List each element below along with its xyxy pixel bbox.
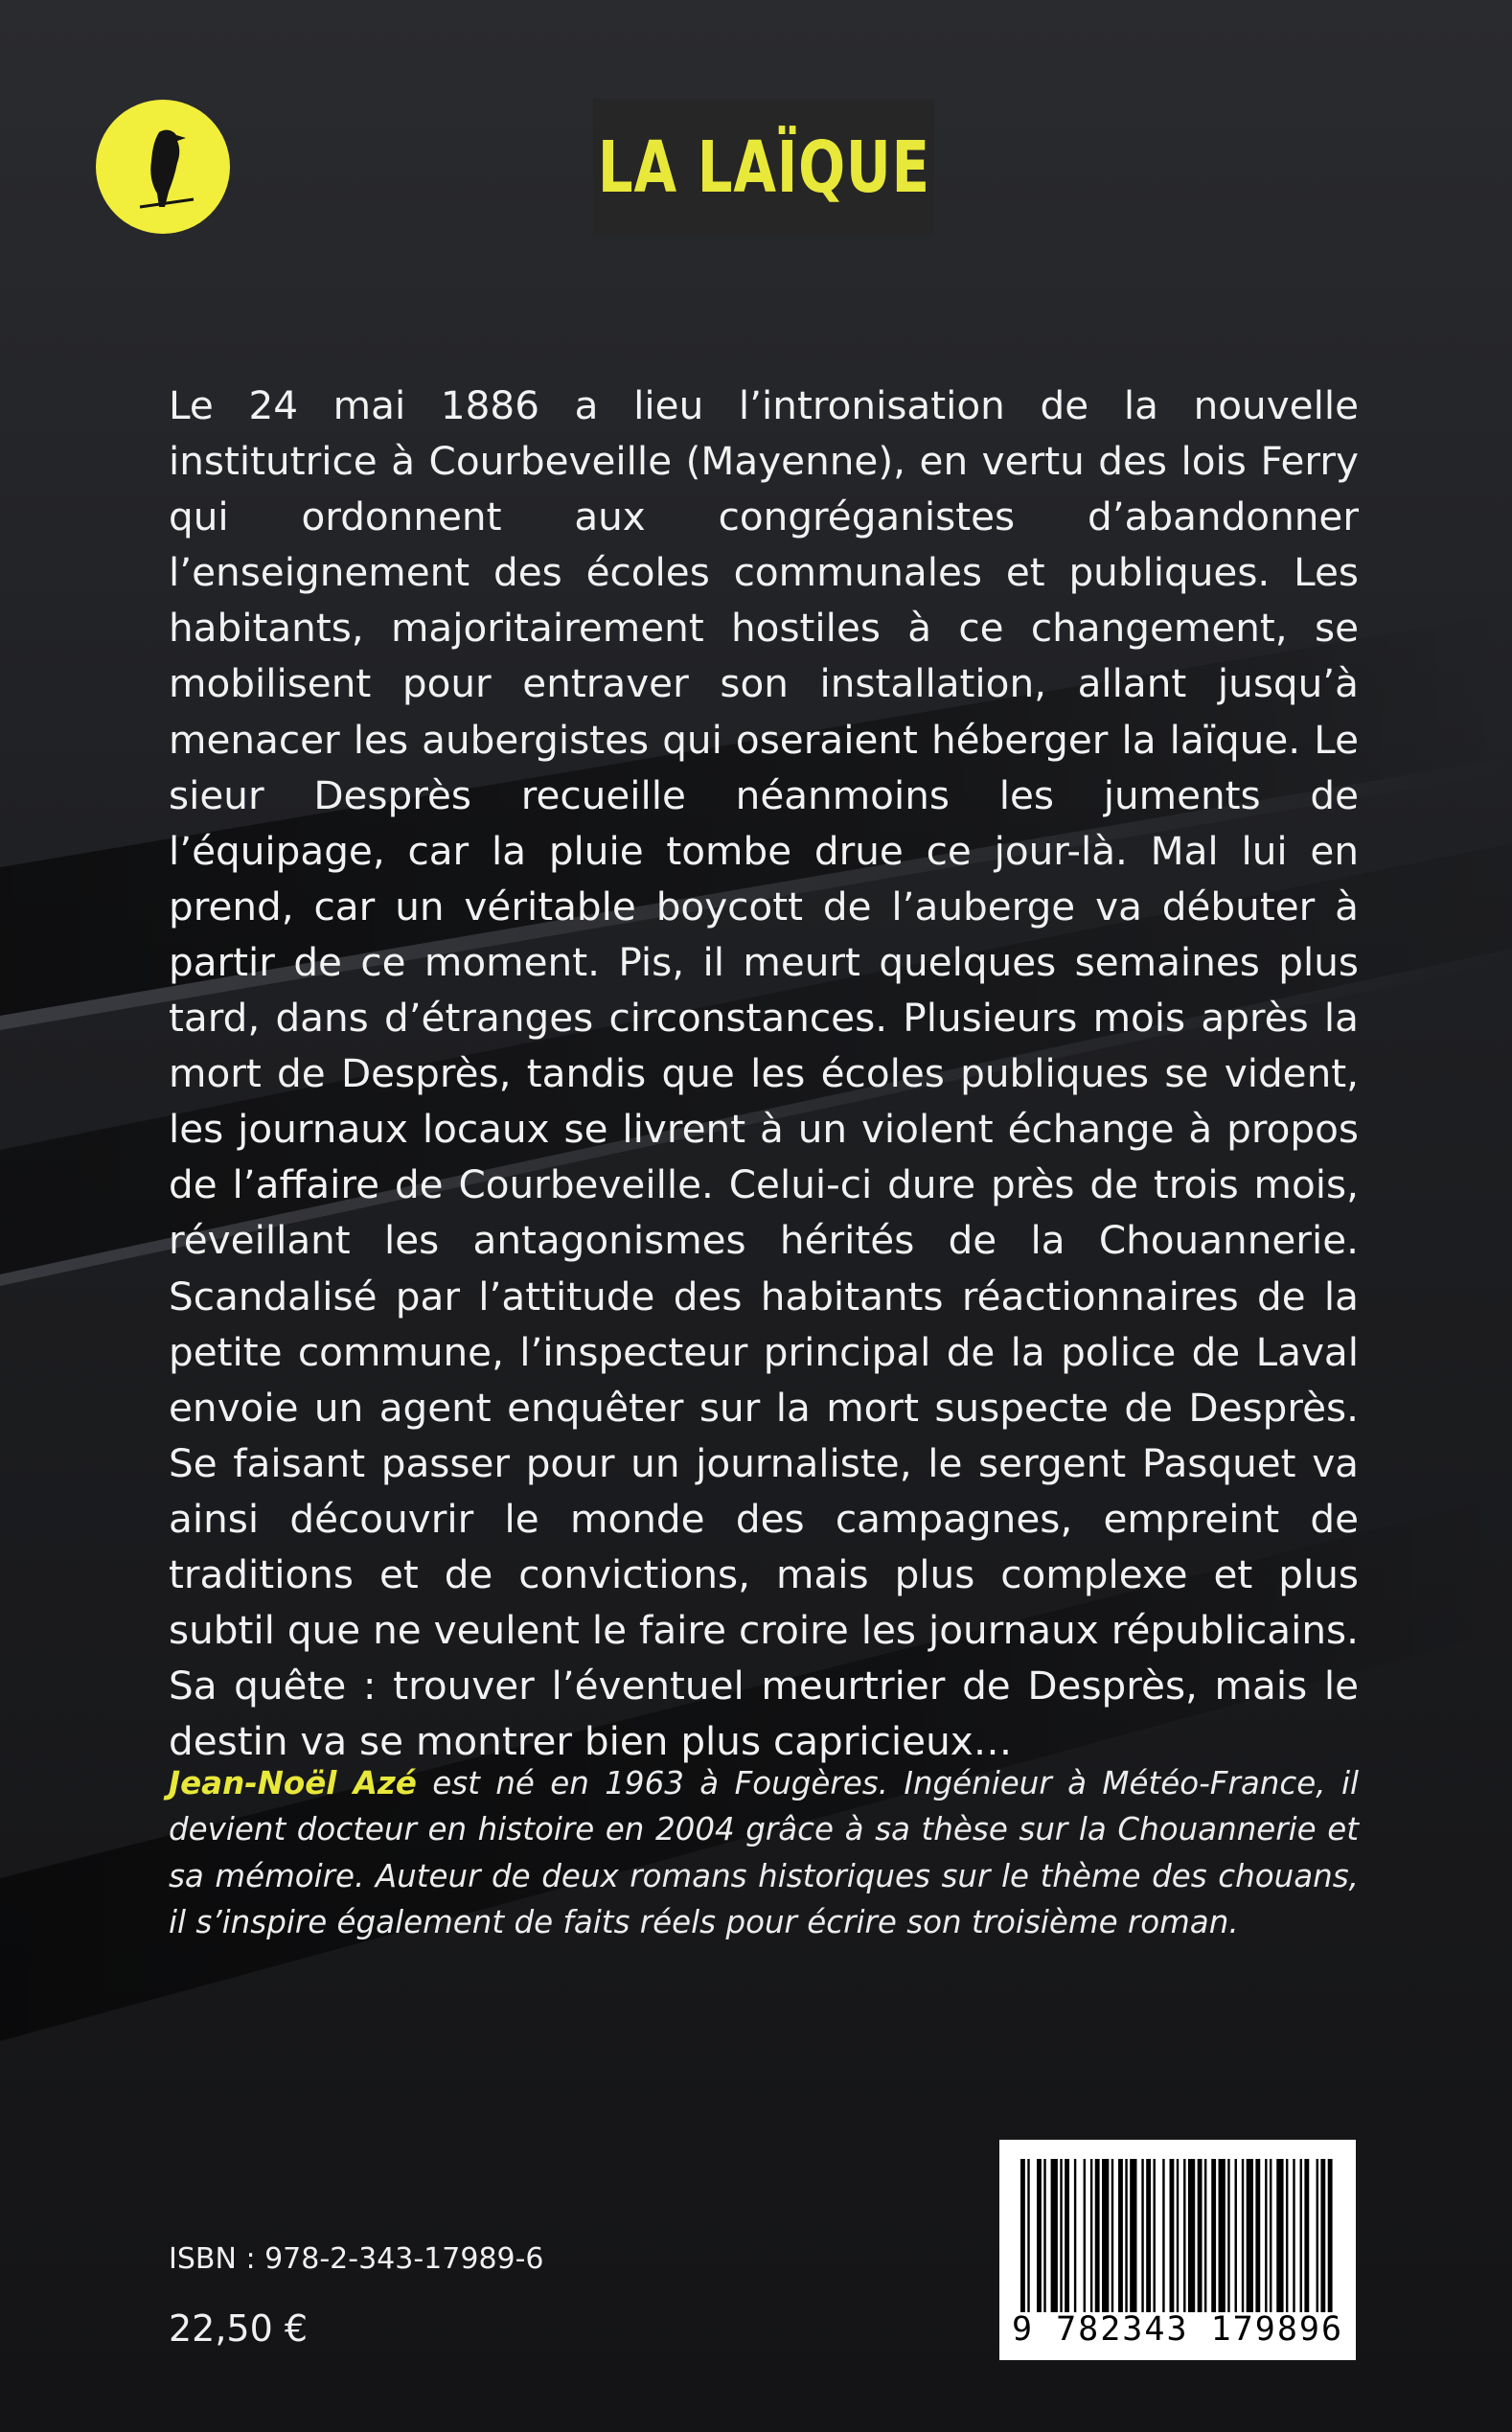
barcode-bar xyxy=(1027,2159,1029,2312)
synopsis-text: Le 24 mai 1886 a lieu l’intronisation de la nouvelle institutrice à Courbeveille (Mayenne), en vertu des lois Ferry qui ordonnent aux congréganistes d’abandonner l’enseignement des écoles communales et publiques. Les habitants, majoritairement hostiles à ce changement, se mobilisent pour entraver son installation, allant jusqu’à menacer les aubergistes qui oseraient héberger la laïque. Le sieur Desprès recueille néanmoins les juments de l’équipage, car la pluie tombe drue ce jour-là. Mal lui en prend, car un véritable boycott de l’auberge va débuter à partir de ce moment. Pis, il meurt quelques semaines plus tard, dans d’étranges circonstances. Plusieurs mois après la mort de Desprès, tandis que les écoles publiques se vident, les journaux locaux se livrent à un violent échange à propos de l’affaire de Courbeveille. Celui-ci dure près de trois mois, réveillant les antagonismes hérités de la Chouannerie. Scandalisé par l’attitude des habitants réactionnaires de la petite commune, l’inspecteur principal de la police de Laval envoie un agent enquêter sur la mort suspecte de Desprès. Se faisant passer pour un journaliste, le sergent Pasquet va ainsi découvrir le monde des campagnes, empreint de traditions et de convictions, mais plus complexe et plus subtil que ne veulent le faire croire les journaux républicains. Sa quête : trouver l’éventuel meurtrier de Desprès, mais le destin va se montrer bien plus capricieux… xyxy=(169,382,1359,1765)
author-name: Jean-Noël Azé xyxy=(169,1765,417,1801)
barcode-bar xyxy=(1037,2159,1042,2312)
author-bio-text: est né en 1963 à Fougères. Ingénieur à Météo-France, il devient docteur en histoire en 2004 grâce à sa thèse sur la Chouannerie et sa mémoire. Auteur de deux romans historiques sur le thème des chouans, il s’inspire également de faits réels pour écrire son troisième roman. xyxy=(169,1765,1359,1940)
barcode-bar xyxy=(1162,2159,1164,2312)
barcode-bar xyxy=(1111,2159,1113,2312)
barcode-bar xyxy=(1204,2159,1206,2312)
barcode-bar xyxy=(1227,2159,1229,2312)
barcode-bar xyxy=(1300,2159,1302,2312)
barcode-bar xyxy=(1188,2159,1195,2312)
barcode-bar xyxy=(1286,2159,1288,2312)
barcode-bar xyxy=(1130,2159,1136,2312)
barcode-bar xyxy=(1043,2159,1045,2312)
barcode-bar xyxy=(1270,2159,1271,2312)
barcode-bar xyxy=(1020,2159,1025,2312)
barcode-bar xyxy=(1146,2159,1151,2312)
barcode-bar xyxy=(1242,2159,1244,2312)
barcode-bar xyxy=(1090,2159,1092,2312)
barcode-bar xyxy=(1065,2159,1069,2312)
barcode-bar xyxy=(1153,2159,1155,2312)
barcode-bar xyxy=(1247,2159,1253,2312)
barcode-bar xyxy=(1118,2159,1123,2312)
barcode-digits: 9 782343 179896 xyxy=(1011,2310,1344,2349)
price-label: 22,50 € xyxy=(169,2307,309,2350)
book-title: LA LAÏQUE xyxy=(597,126,930,209)
barcode-bar xyxy=(1317,2159,1318,2312)
crow-on-moon-icon xyxy=(96,100,230,234)
barcode-bar xyxy=(1170,2159,1175,2312)
barcode-bar xyxy=(1304,2159,1309,2312)
title-plate xyxy=(593,99,934,236)
barcode-bar xyxy=(1051,2159,1058,2312)
barcode-bar xyxy=(1125,2159,1127,2312)
barcode-bar xyxy=(1060,2159,1062,2312)
barcode-bar xyxy=(1211,2159,1216,2312)
barcode-bar xyxy=(1219,2159,1226,2312)
barcode-bar xyxy=(1141,2159,1143,2312)
barcode-bar xyxy=(1235,2159,1237,2312)
barcode-bar xyxy=(1293,2159,1294,2312)
barcode-bar xyxy=(1328,2159,1333,2312)
barcode-bar xyxy=(1198,2159,1203,2312)
barcode-bar xyxy=(1320,2159,1325,2312)
barcode-bar xyxy=(1183,2159,1185,2312)
barcode xyxy=(999,2140,1356,2360)
barcode-bar xyxy=(1177,2159,1179,2312)
barcode-bar xyxy=(1084,2159,1086,2312)
author-bio xyxy=(169,1760,1359,1945)
barcode-bar xyxy=(1255,2159,1260,2312)
barcode-bars xyxy=(1020,2159,1335,2312)
barcode-bar xyxy=(1265,2159,1267,2312)
barcode-bar xyxy=(1074,2159,1076,2312)
barcode-bar xyxy=(1276,2159,1283,2312)
isbn-label: ISBN : 978-2-343-17989-6 xyxy=(169,2242,544,2276)
barcode-bar xyxy=(1102,2159,1109,2312)
barcode-bar xyxy=(1095,2159,1100,2312)
